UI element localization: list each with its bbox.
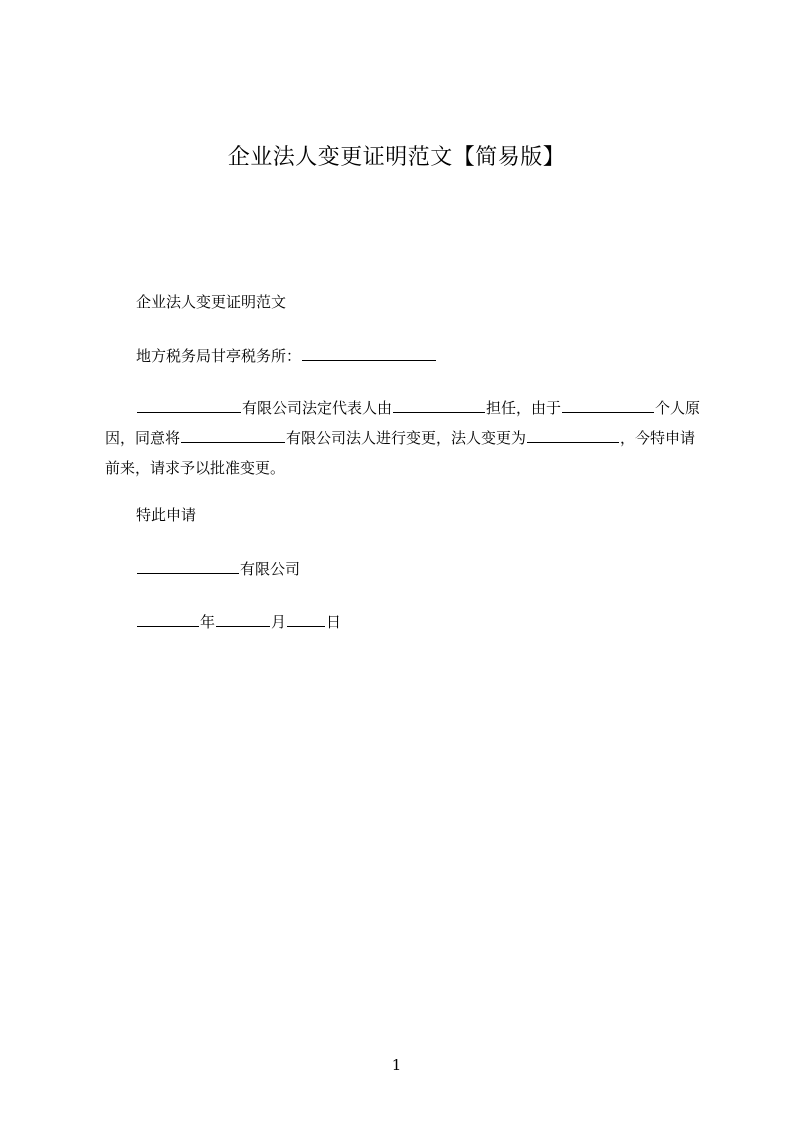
company-name-blank[interactable] <box>137 397 241 413</box>
former-rep-blank[interactable] <box>393 397 485 413</box>
month-blank[interactable] <box>216 611 270 627</box>
body-text-3: 个人原因，同意将 <box>105 399 701 447</box>
year-label: 年 <box>200 613 216 631</box>
company-name-blank-2[interactable] <box>181 427 285 443</box>
body-text-4: 有限公司法人进行变更，法人变更为 <box>286 429 527 447</box>
year-blank[interactable] <box>137 611 199 627</box>
new-rep-blank[interactable] <box>527 427 619 443</box>
page-number: 1 <box>391 1056 402 1074</box>
body-text-5: ，今特申请前来，请求予以批准变更。 <box>105 429 696 477</box>
month-label: 月 <box>271 613 287 631</box>
signature-line <box>136 558 300 579</box>
body-text-1: 有限公司法定代表人由 <box>242 399 393 417</box>
signature-suffix: 有限公司 <box>240 560 301 578</box>
body-text-2: 担任，由于 <box>486 399 562 417</box>
document-title: 企业法人变更证明范文【简易版】 <box>227 145 566 170</box>
recipient-label: 地方税务局甘亭税务所： <box>136 347 302 365</box>
signature-company-blank[interactable] <box>137 558 239 574</box>
day-label: 日 <box>326 613 342 631</box>
day-blank[interactable] <box>287 611 325 627</box>
recipient-line <box>136 345 437 366</box>
reason-blank[interactable] <box>562 397 654 413</box>
recipient-blank[interactable] <box>302 345 436 361</box>
date-line <box>136 611 341 632</box>
closing-line: 特此申请 <box>136 506 197 524</box>
subheading: 企业法人变更证明范文 <box>136 293 287 311</box>
body-paragraph <box>105 393 705 483</box>
